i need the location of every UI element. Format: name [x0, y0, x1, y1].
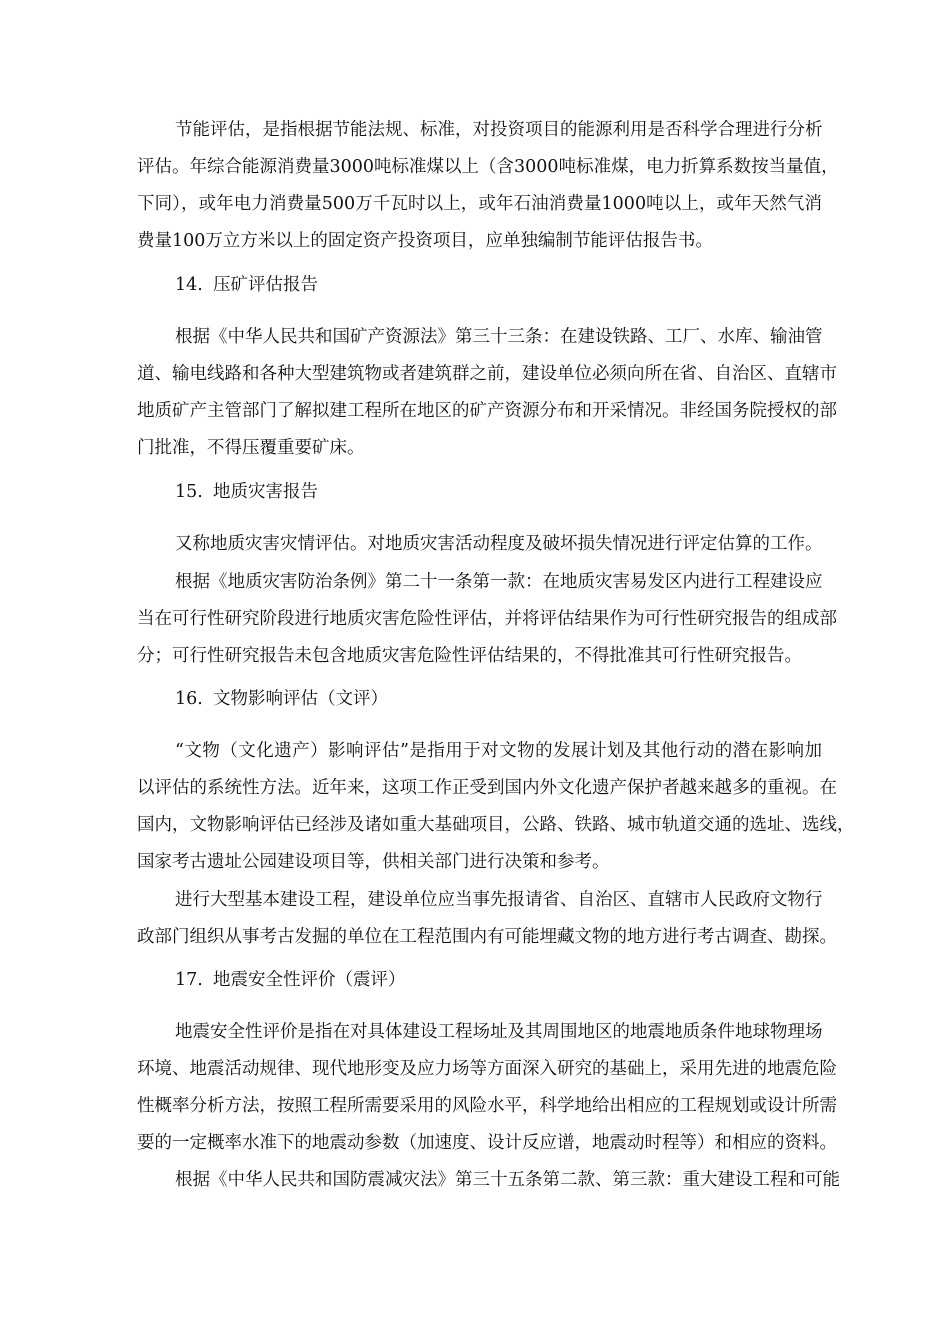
paragraph-line: 根据《地质灾害防治条例》第二十一条第一款：在地质灾害易发区内进行工程建设应 [175, 572, 823, 592]
paragraph-line: 道、输电线路和各种大型建筑物或者建筑群之前，建设单位必须向所在省、自治区、直辖市 [137, 364, 837, 384]
paragraph-line: 进行大型基本建设工程，建设单位应当事先报请省、自治区、直辖市人民政府文物行 [175, 890, 823, 910]
paragraph-line: 根据《中华人民共和国防震减灾法》第三十五条第二款、第三款：重大建设工程和可能 [175, 1170, 840, 1190]
paragraph-line: 地震安全性评价是指在对具体建设工程场址及其周围地区的地震地质条件地球物理场 [175, 1022, 823, 1042]
paragraph-line: 又称地质灾害灾情评估。对地质灾害活动程度及破坏损失情况进行评定估算的工作。 [175, 534, 823, 554]
paragraph-line: 费量100万立方米以上的固定资产投资项目，应单独编制节能评估报告书。 [137, 231, 713, 251]
paragraph-line: 门批准，不得压覆重要矿床。 [137, 438, 365, 458]
section-heading [175, 273, 318, 297]
paragraph-line: 国内，文物影响评估已经涉及诸如重大基础项目，公路、铁路、城市轨道交通的选址、选线， [137, 815, 855, 835]
paragraph-line: 以评估的系统性方法。近年来，这项工作正受到国内外文化遗产保护者越来越多的重视。在 [137, 778, 837, 798]
paragraph-line: “文物（文化遗产）影响评估”是指用于对文物的发展计划及其他行动的潜在影响加 [175, 741, 822, 761]
paragraph-line: 分；可行性研究报告未包含地质灾害危险性评估结果的，不得批准其可行性研究报告。 [137, 646, 802, 666]
section-number: 14. [175, 275, 203, 295]
paragraph-line: 国家考古遗址公园建设项目等，供相关部门进行决策和参考。 [137, 852, 610, 872]
paragraph-line: 根据《中华人民共和国矿产资源法》第三十三条：在建设铁路、工厂、水库、输油管 [175, 327, 823, 347]
section-heading [175, 480, 318, 504]
paragraph-line: 当在可行性研究阶段进行地质灾害危险性评估，并将评估结果作为可行性研究报告的组成部 [137, 609, 837, 629]
paragraph-line: 评估。年综合能源消费量3000吨标准煤以上（含3000吨标准煤，电力折算系数按当量值， [137, 157, 839, 177]
section-title: 文物影响评估（文评） [213, 689, 388, 709]
paragraph-line: 节能评估，是指根据节能法规、标准，对投资项目的能源利用是否科学合理进行分析 [175, 120, 823, 140]
paragraph-line: 下同），或年电力消费量500万千瓦时以上，或年石油消费量1000吨以上，或年天然气消 [137, 194, 822, 214]
section-number: 17. [175, 970, 203, 990]
paragraph-line: 政部门组织从事考古发掘的单位在工程范围内有可能埋藏文物的地方进行考古调查、勘探。 [137, 927, 837, 947]
section-title: 地震安全性评价（震评） [213, 970, 406, 990]
section-title: 压矿评估报告 [213, 275, 318, 295]
section-number: 15. [175, 482, 203, 502]
paragraph-line: 要的一定概率水准下的地震动参数（加速度、设计反应谱，地震动时程等）和相应的资料。 [137, 1133, 837, 1153]
section-number: 16. [175, 689, 203, 709]
section-heading [175, 968, 406, 992]
section-title: 地质灾害报告 [213, 482, 318, 502]
paragraph-line: 地质矿产主管部门了解拟建工程所在地区的矿产资源分布和开采情况。非经国务院授权的部 [137, 401, 837, 421]
paragraph-line: 环境、地震活动规律、现代地形变及应力场等方面深入研究的基础上，采用先进的地震危险 [137, 1059, 837, 1079]
paragraph-line: 性概率分析方法，按照工程所需要采用的风险水平，科学地给出相应的工程规划或设计所需 [137, 1096, 837, 1116]
section-heading [175, 687, 388, 711]
